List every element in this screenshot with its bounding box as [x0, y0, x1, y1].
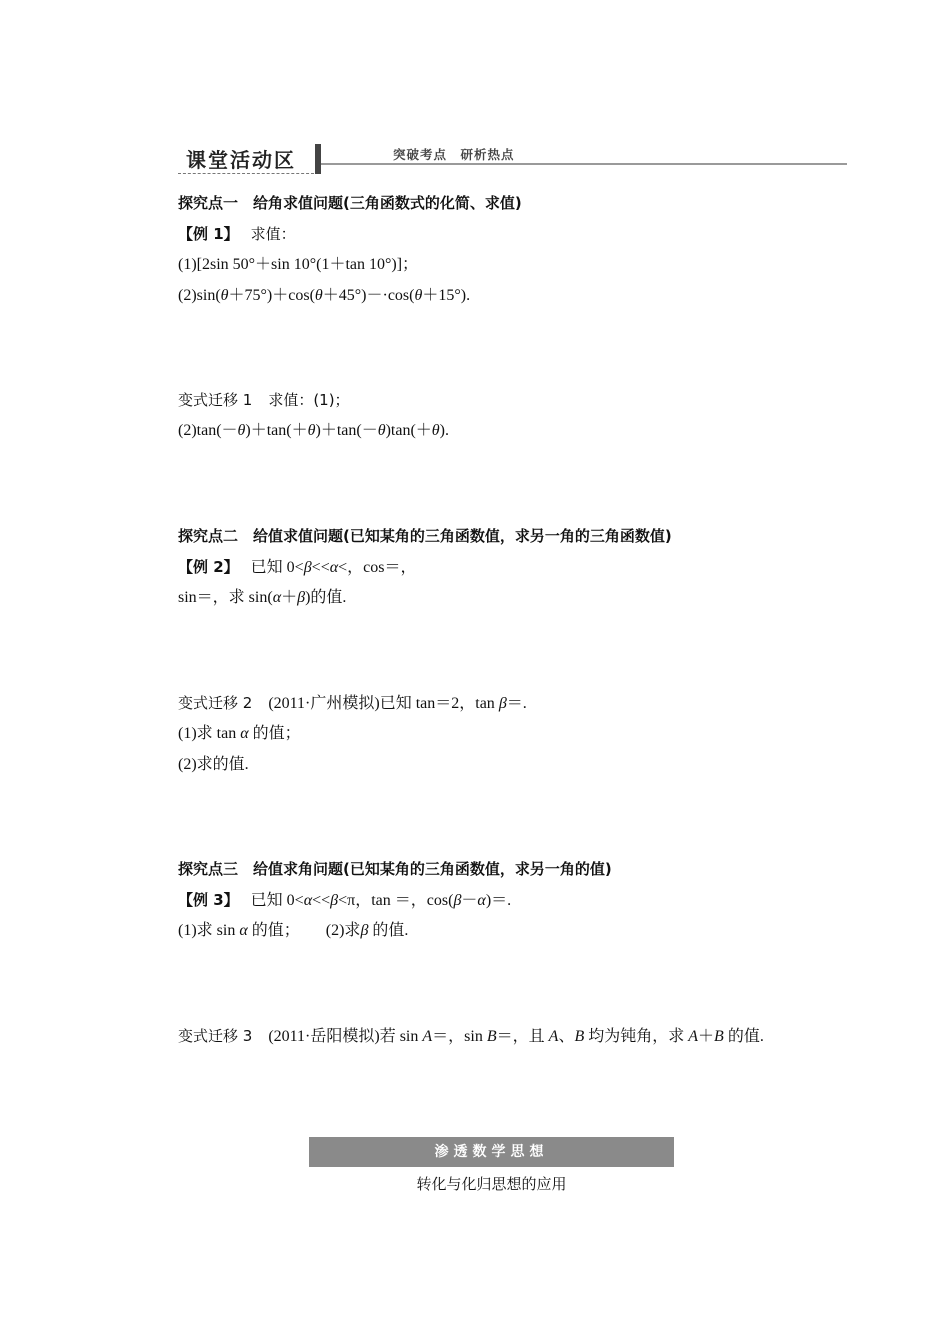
example1-label: 【例 1】	[178, 225, 239, 243]
example3-items: (1)求 sin α 的值； (2)求β 的值.	[178, 922, 409, 939]
variant3-label: 变式迁移 3	[178, 1027, 253, 1045]
variant2-label: 变式迁移 2	[178, 694, 253, 712]
banner-dashed-underline	[178, 173, 314, 174]
example2-label: 【例 2】	[178, 558, 239, 576]
variant3-line: 变式迁移 3 (2011·岳阳模拟)若 sin A＝，sin B＝，且 A、B 均为钝角，求 A＋B 的值.	[178, 1027, 764, 1045]
section2-heading: 探究点二 给值求值问题(已知某角的三角函数值，求另一角的三角函数值)	[178, 527, 672, 545]
example2-line1: 【例 2】 已知 0<β<<α<，cos＝，	[178, 558, 417, 576]
banner-subtitle: 突破考点 研析热点	[393, 147, 515, 162]
example3-label: 【例 3】	[178, 891, 239, 909]
variant2-item2: (2)求的值.	[178, 756, 249, 773]
section-banner-title: 课堂活动区	[186, 148, 296, 172]
section3-heading: 探究点三 给值求角问题(已知某角的三角函数值，求另一角的值)	[178, 860, 612, 878]
section1-heading: 探究点一 给角求值问题(三角函数式的化简、求值)	[178, 194, 522, 212]
example1-item1: (1)[2sin 50°＋sin 10°(1＋tan 10°)]；	[178, 256, 419, 273]
section-box-title: 渗透数学思想	[309, 1137, 674, 1167]
example1-text: 求值：	[250, 225, 296, 243]
example1-line	[178, 224, 296, 245]
variant1-line	[178, 390, 350, 411]
banner-vertical-bar	[315, 144, 321, 174]
section-box-subtitle: 转化与化归思想的应用	[416, 1175, 567, 1193]
variant1-text: 求值：(1)；	[268, 391, 350, 409]
example3-line1: 【例 3】 已知 0<α<<β<π，tan ＝，cos(β－α)＝.	[178, 891, 512, 909]
banner-rule	[321, 163, 847, 165]
example1-item2: (2)sin(θ＋75°)＋cos(θ＋45°)－·cos(θ＋15°).	[178, 287, 471, 304]
variant1-label: 变式迁移 1	[178, 391, 253, 409]
example2-line2: sin＝，求 sin(α＋β)的值.	[178, 589, 347, 606]
variant1-item2: (2)tan(－θ)＋tan(＋θ)＋tan(－θ)tan(＋θ).	[178, 422, 449, 439]
variant2-item1: (1)求 tan α 的值；	[178, 725, 301, 742]
variant2-line: 变式迁移 2 (2011·广州模拟)已知 tan＝2，tan β＝.	[178, 694, 527, 712]
